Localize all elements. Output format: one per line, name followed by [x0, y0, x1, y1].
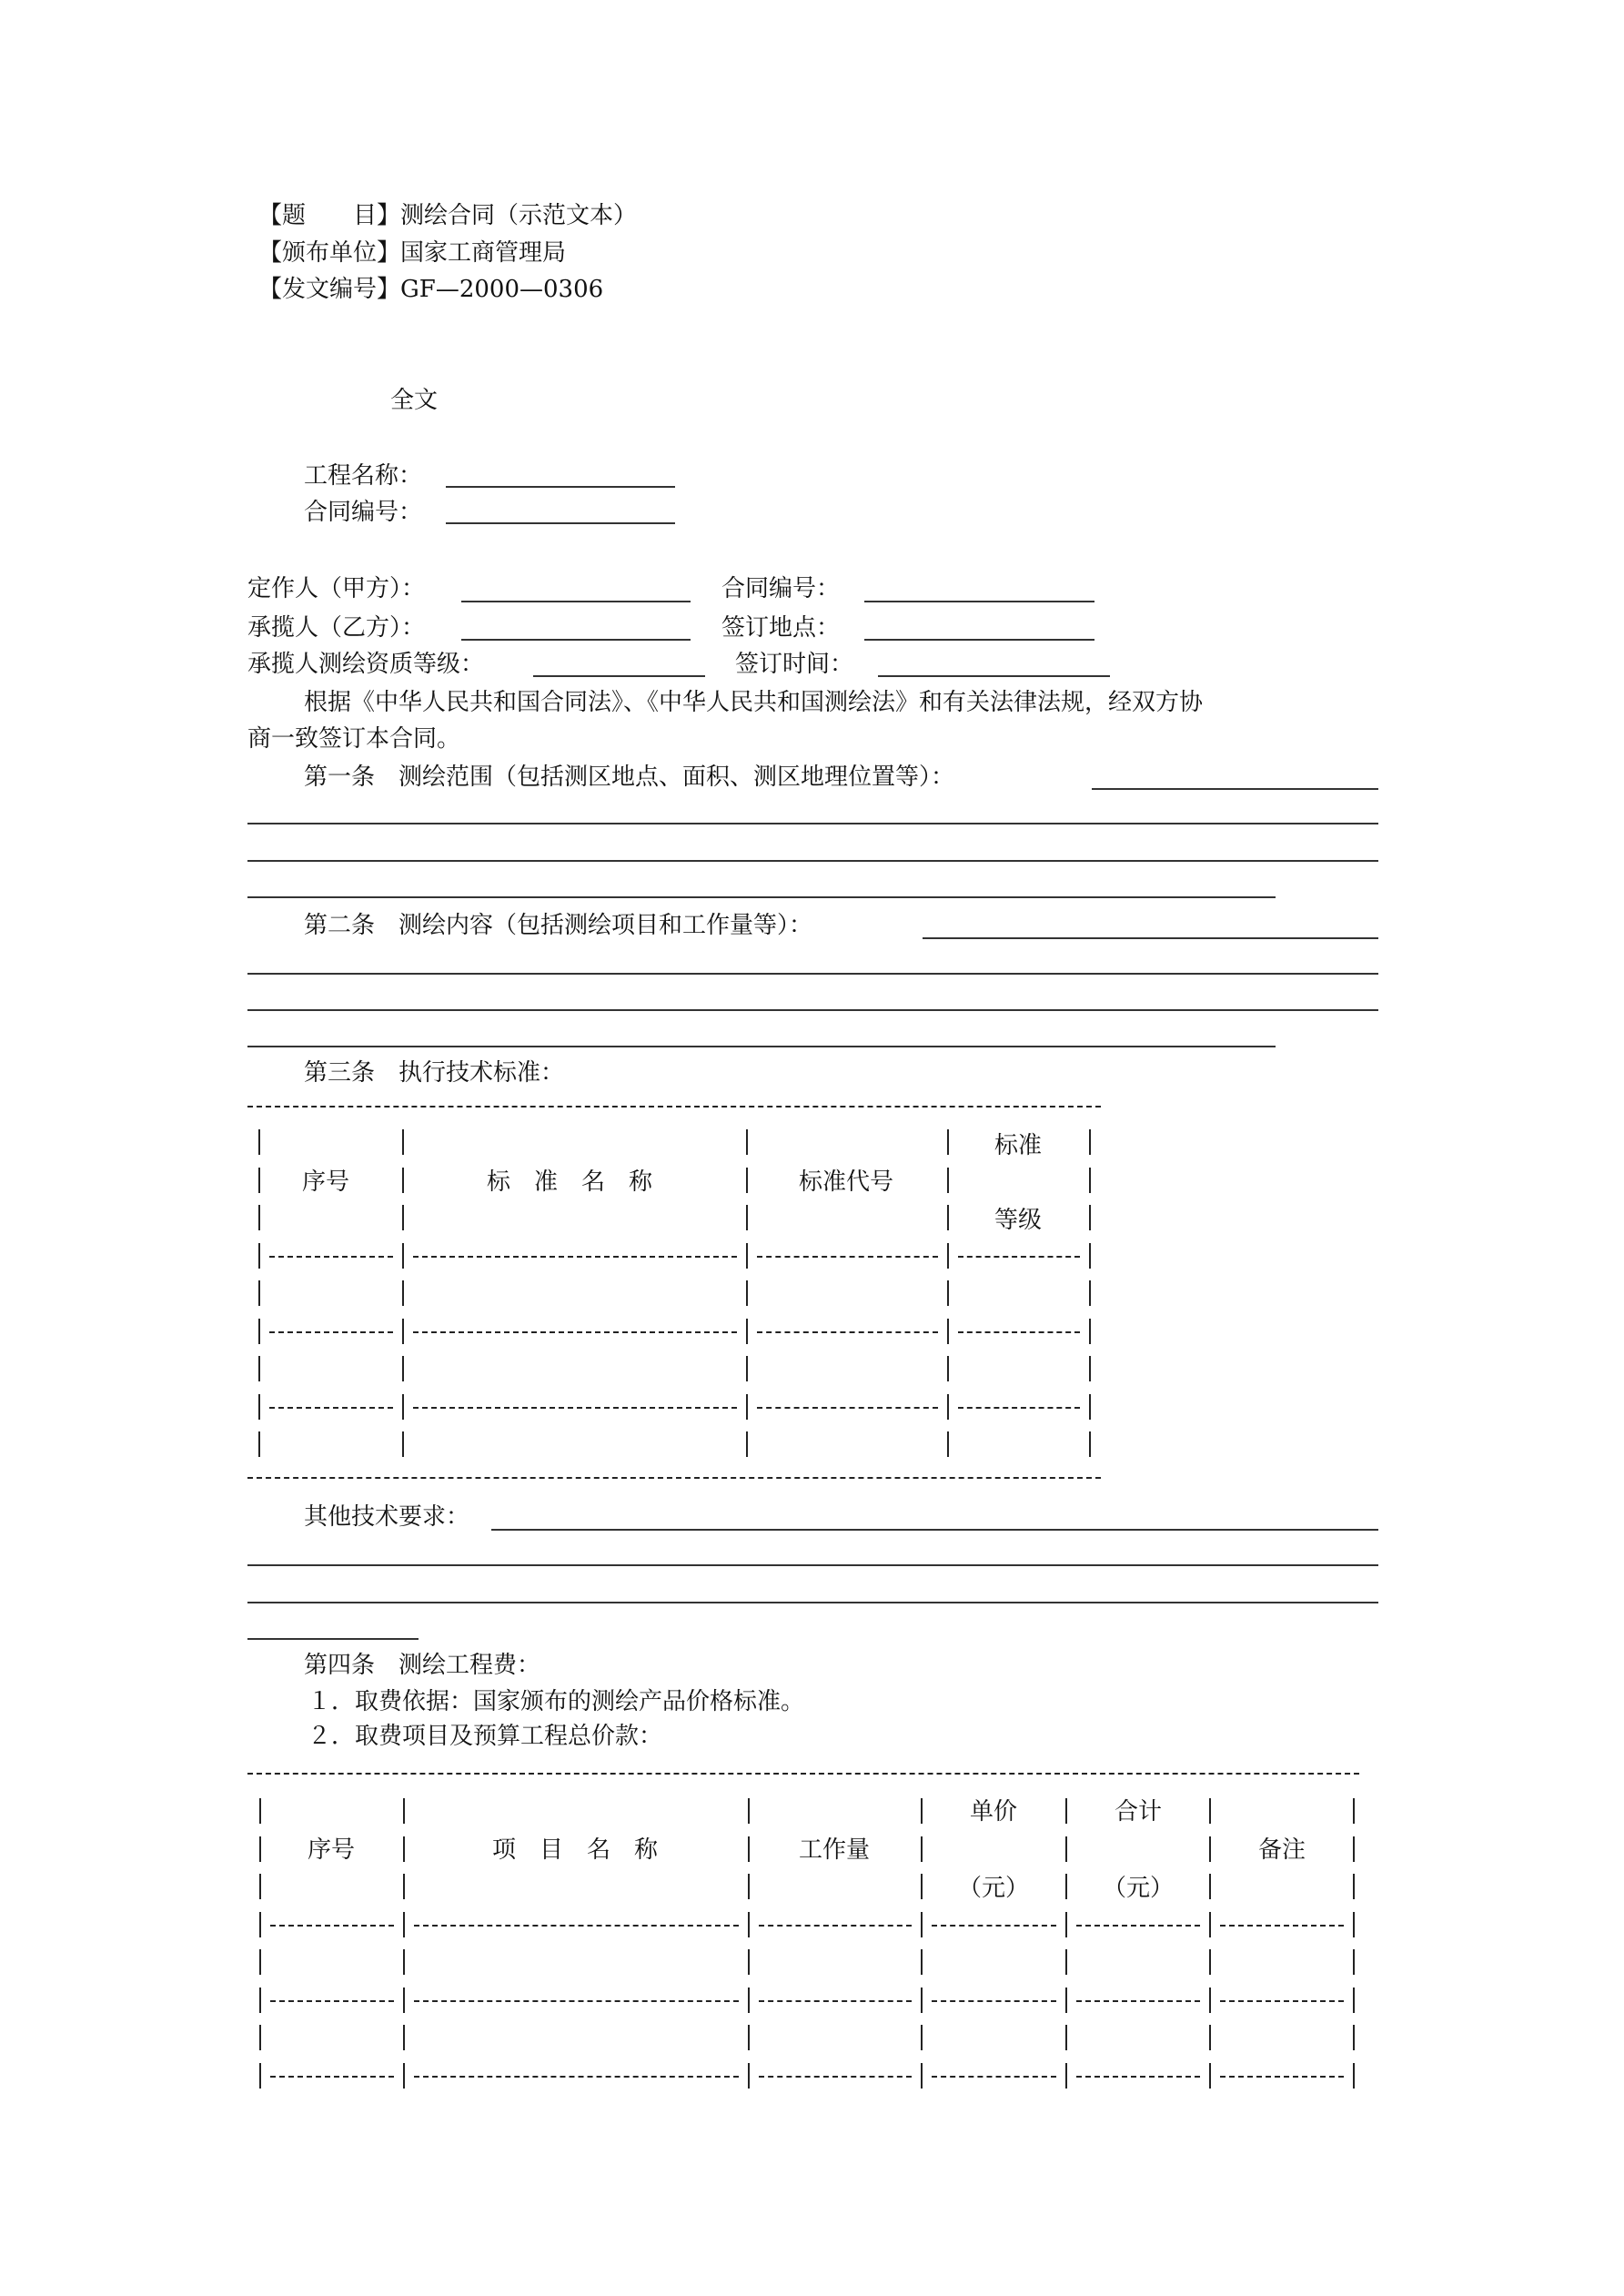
fee-column-bar	[921, 1874, 923, 1899]
std-row-separator	[269, 1256, 393, 1258]
fee-column-bar	[921, 1912, 923, 1937]
meta-issuer-label: 【颁布单位】	[258, 239, 401, 267]
fee-column-bar	[748, 1874, 750, 1899]
std-column-bar	[402, 1431, 404, 1457]
std-header-grade-bottom: 等级	[994, 1207, 1043, 1234]
fee-column-bar	[1353, 2063, 1355, 2089]
std-column-bar	[402, 1129, 404, 1155]
fee-column-bar	[403, 1836, 405, 1862]
fee-column-bar	[921, 1988, 923, 2013]
fee-header-workload: 工作量	[798, 1836, 871, 1864]
article-3-heading: 第三条 执行技术标准：	[304, 1059, 565, 1087]
fee-column-bar	[921, 2063, 923, 2089]
std-column-bar	[1089, 1243, 1091, 1269]
standards-table-top-border	[247, 1106, 1101, 1108]
std-column-bar	[1089, 1431, 1091, 1457]
other-requirements-field-line-3[interactable]	[247, 1602, 1378, 1603]
std-row-separator	[958, 1256, 1080, 1258]
std-column-bar	[947, 1205, 949, 1230]
fee-header-unit-price: 单价	[969, 1798, 1018, 1826]
std-column-bar	[746, 1356, 748, 1381]
std-column-bar	[258, 1356, 260, 1381]
std-column-bar	[258, 1129, 260, 1155]
meta-title-label: 【题 目】	[258, 202, 401, 229]
std-column-bar	[258, 1319, 260, 1344]
std-row-separator	[269, 1407, 393, 1409]
fee-row-separator	[270, 1925, 394, 1927]
article-1-field-line-3[interactable]	[247, 860, 1378, 862]
fee-header-item-name: 项 目 名 称	[491, 1836, 659, 1864]
other-requirements-field-line-4[interactable]	[247, 1638, 419, 1640]
std-column-bar	[258, 1205, 260, 1230]
fee-header-seq: 序号	[307, 1836, 356, 1864]
article-1-field-line-2[interactable]	[247, 823, 1378, 824]
fee-column-bar	[1065, 1912, 1067, 1937]
meta-docno-row	[258, 275, 603, 304]
fee-row-separator	[1220, 2000, 1344, 2002]
project-name-field[interactable]	[446, 486, 675, 488]
std-column-bar	[258, 1394, 260, 1420]
standards-table-bottom-border	[247, 1477, 1101, 1479]
sign-time-field[interactable]	[878, 675, 1110, 677]
fee-column-bar	[1065, 1949, 1067, 1975]
fee-column-bar	[1209, 1988, 1211, 2013]
fee-header-remarks: 备注	[1257, 1836, 1306, 1864]
std-row-separator	[958, 1407, 1080, 1409]
std-column-bar	[947, 1394, 949, 1420]
fee-column-bar	[259, 1988, 261, 2013]
party-b-field[interactable]	[461, 639, 691, 641]
fee-column-bar	[921, 1836, 923, 1862]
sign-place-field[interactable]	[864, 639, 1094, 641]
article-1-field-line-1[interactable]	[1092, 788, 1378, 790]
fee-column-bar	[1353, 1836, 1355, 1862]
fee-header-total-unit: （元）	[1102, 1875, 1175, 1902]
article-1-field-line-4[interactable]	[247, 896, 1276, 898]
std-header-name: 标 准 名 称	[486, 1168, 653, 1196]
std-column-bar	[402, 1243, 404, 1269]
std-row-separator	[757, 1256, 938, 1258]
fee-column-bar	[1353, 1988, 1355, 2013]
fee-column-bar	[1353, 1949, 1355, 1975]
fee-column-bar	[1065, 1798, 1067, 1824]
fee-row-separator	[932, 2076, 1056, 2078]
fee-column-bar	[259, 2063, 261, 2089]
std-column-bar	[402, 1205, 404, 1230]
std-column-bar	[402, 1394, 404, 1420]
article-2-field-line-4[interactable]	[247, 1046, 1276, 1047]
fee-column-bar	[1353, 1912, 1355, 1937]
fee-column-bar	[403, 1798, 405, 1824]
article-2-heading: 第二条 测绘内容（包括测绘项目和工作量等）：	[304, 912, 813, 939]
std-header-seq: 序号	[301, 1168, 350, 1196]
fee-column-bar	[259, 1874, 261, 1899]
fee-column-bar	[748, 1798, 750, 1824]
fee-column-bar	[1353, 2025, 1355, 2050]
fee-column-bar	[403, 2025, 405, 2050]
fee-row-separator	[759, 1925, 912, 1927]
meta-issuer-value: 国家工商管理局	[400, 239, 567, 267]
fee-header-unit-price-unit: （元）	[957, 1875, 1030, 1902]
std-column-bar	[1089, 1394, 1091, 1420]
std-column-bar	[947, 1356, 949, 1381]
std-column-bar	[746, 1243, 748, 1269]
fee-column-bar	[748, 1988, 750, 2013]
std-header-grade-top: 标准	[994, 1132, 1043, 1159]
fee-column-bar	[1353, 1798, 1355, 1824]
fee-column-bar	[1065, 1836, 1067, 1862]
std-column-bar	[947, 1280, 949, 1306]
party-b-label: 承揽人（乙方）：	[247, 614, 426, 642]
std-column-bar	[947, 1431, 949, 1457]
std-row-separator	[757, 1407, 938, 1409]
fee-column-bar	[1209, 1836, 1211, 1862]
meta-title-row	[258, 201, 637, 230]
std-column-bar	[258, 1168, 260, 1193]
fee-column-bar	[1353, 1874, 1355, 1899]
fee-row-separator	[759, 2000, 912, 2002]
fee-column-bar	[1209, 1874, 1211, 1899]
fee-column-bar	[259, 1798, 261, 1824]
std-column-bar	[947, 1319, 949, 1344]
std-column-bar	[402, 1280, 404, 1306]
std-column-bar	[746, 1319, 748, 1344]
fee-column-bar	[1065, 1874, 1067, 1899]
fee-column-bar	[748, 2063, 750, 2089]
qualification-field[interactable]	[533, 675, 705, 677]
fee-column-bar	[748, 1836, 750, 1862]
preamble-line-1: 根据《中华人民共和国合同法》、《中华人民共和国测绘法》和有关法律法规，经双方协	[304, 689, 1204, 716]
fee-row-separator	[1076, 2076, 1200, 2078]
fee-column-bar	[1065, 2063, 1067, 2089]
article-2-field-line-3[interactable]	[247, 1009, 1378, 1011]
fee-column-bar	[1209, 1798, 1211, 1824]
std-column-bar	[258, 1280, 260, 1306]
sign-place-label: 签订地点：	[721, 614, 841, 642]
fee-column-bar	[259, 1949, 261, 1975]
fee-column-bar	[259, 1836, 261, 1862]
std-column-bar	[258, 1431, 260, 1457]
fee-row-separator	[932, 2000, 1056, 2002]
std-column-bar	[746, 1205, 748, 1230]
sign-time-label: 签订时间：	[735, 651, 854, 678]
project-name-label: 工程名称：	[304, 462, 423, 490]
fee-row-separator	[1076, 1925, 1200, 1927]
fee-row-separator	[270, 2000, 394, 2002]
std-row-separator	[958, 1331, 1080, 1333]
std-column-bar	[1089, 1168, 1091, 1193]
article-4-heading: 第四条 测绘工程费：	[304, 1652, 541, 1679]
fee-column-bar	[1209, 1949, 1211, 1975]
fee-row-separator	[414, 2076, 739, 2078]
std-column-bar	[746, 1168, 748, 1193]
std-column-bar	[1089, 1356, 1091, 1381]
std-row-separator	[269, 1331, 393, 1333]
fee-column-bar	[921, 2025, 923, 2050]
std-column-bar	[402, 1319, 404, 1344]
fee-item-2: ２．取费项目及预算工程总价款：	[308, 1723, 663, 1750]
parties-contract-no-field[interactable]	[864, 601, 1094, 602]
preamble-line-2: 商一致签订本合同。	[247, 725, 461, 753]
std-column-bar	[746, 1129, 748, 1155]
std-row-separator	[757, 1331, 938, 1333]
fee-column-bar	[748, 1912, 750, 1937]
fee-column-bar	[1209, 2063, 1211, 2089]
fulltext-heading: 全文	[390, 387, 439, 414]
meta-issuer-row	[258, 238, 566, 268]
std-column-bar	[402, 1356, 404, 1381]
meta-title-value: 测绘合同（示范文本）	[400, 202, 638, 229]
std-row-separator	[413, 1407, 737, 1409]
fee-row-separator	[1220, 1925, 1344, 1927]
fee-row-separator	[414, 1925, 739, 1927]
meta-docno-value: GF—2000—0306	[400, 276, 604, 303]
std-header-code: 标准代号	[798, 1168, 894, 1196]
party-a-field[interactable]	[461, 601, 691, 602]
fee-item-1: １．取费依据：国家颁布的测绘产品价格标准。	[308, 1688, 805, 1715]
fee-column-bar	[748, 1949, 750, 1975]
fee-column-bar	[259, 2025, 261, 2050]
fee-column-bar	[403, 1949, 405, 1975]
std-column-bar	[402, 1168, 404, 1193]
cover-contract-no-field[interactable]	[446, 522, 675, 524]
fee-column-bar	[259, 1912, 261, 1937]
fee-row-separator	[932, 1925, 1056, 1927]
std-column-bar	[947, 1129, 949, 1155]
std-column-bar	[1089, 1205, 1091, 1230]
article-2-field-line-2[interactable]	[247, 973, 1378, 975]
std-row-separator	[413, 1256, 737, 1258]
std-column-bar	[746, 1431, 748, 1457]
fee-column-bar	[1065, 2025, 1067, 2050]
fee-column-bar	[403, 2063, 405, 2089]
fee-row-separator	[759, 2076, 912, 2078]
std-column-bar	[947, 1243, 949, 1269]
article-2-field-line-1[interactable]	[923, 937, 1378, 939]
std-column-bar	[746, 1280, 748, 1306]
fee-column-bar	[1209, 1912, 1211, 1937]
party-a-label: 定作人（甲方）：	[247, 575, 426, 602]
std-column-bar	[258, 1243, 260, 1269]
other-requirements-label: 其他技术要求：	[304, 1503, 470, 1531]
article-1-heading: 第一条 测绘范围（包括测区地点、面积、测区地理位置等）：	[304, 764, 955, 791]
fee-column-bar	[921, 1949, 923, 1975]
std-column-bar	[746, 1394, 748, 1420]
fee-column-bar	[403, 1912, 405, 1937]
fee-row-separator	[270, 2076, 394, 2078]
fee-column-bar	[1209, 2025, 1211, 2050]
fee-row-separator	[1220, 2076, 1344, 2078]
parties-contract-no-label: 合同编号：	[721, 575, 841, 602]
fee-row-separator	[414, 2000, 739, 2002]
std-row-separator	[413, 1331, 737, 1333]
std-column-bar	[1089, 1319, 1091, 1344]
std-column-bar	[1089, 1280, 1091, 1306]
fee-header-total: 合计	[1114, 1798, 1163, 1826]
fee-table-top-border	[247, 1773, 1359, 1775]
fee-column-bar	[748, 2025, 750, 2050]
cover-contract-no-label: 合同编号：	[304, 499, 423, 526]
other-requirements-field-line-2[interactable]	[247, 1564, 1378, 1566]
std-column-bar	[1089, 1129, 1091, 1155]
qualification-label: 承揽人测绘资质等级：	[247, 651, 485, 678]
other-requirements-field-line-1[interactable]	[491, 1529, 1378, 1531]
fee-column-bar	[1065, 1988, 1067, 2013]
meta-docno-label: 【发文编号】	[258, 276, 401, 303]
fee-column-bar	[403, 1988, 405, 2013]
std-column-bar	[947, 1168, 949, 1193]
fee-row-separator	[1076, 2000, 1200, 2002]
fee-column-bar	[403, 1874, 405, 1899]
fee-column-bar	[921, 1798, 923, 1824]
